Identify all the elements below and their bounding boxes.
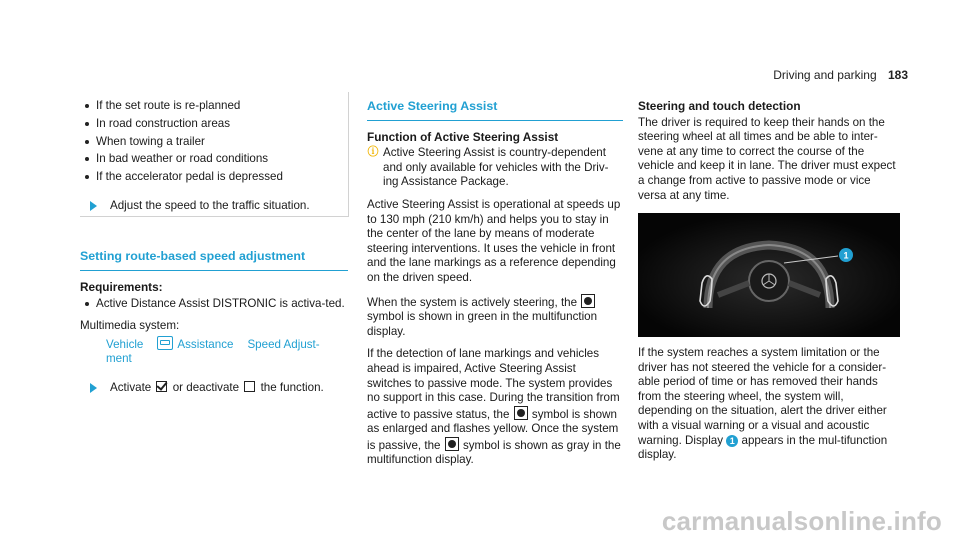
list-item: If the accelerator pedal is depressed (80, 170, 348, 185)
left-column (80, 99, 348, 395)
steering-wheel-image (638, 213, 900, 337)
callout-number: 1 (843, 250, 849, 261)
paragraph: Active Steering Assist is operational at speeds up to 130 mph (210 km/h) and helps you to stay in the center of the lane by means of moderate steering interventions. It uses the vehicle in front and the lane markings as a reference depending on the driven speed. (367, 197, 621, 284)
list-item: When towing a trailer (80, 135, 348, 150)
paragraph: The driver is required to keep their hands on the steering wheel at all times and be able to inter-vene at any time to correct the course of the vehicle and keep it in lane. The driver must expect a change from active to passive mode or vice versa at any time. (638, 115, 896, 202)
info-icon: ⓘ (367, 146, 379, 159)
subheading-touch-detection: Steering and touch detection (638, 99, 801, 113)
note: ⓘ Active Steering Assist is country-dependent and only available for vehicles with the Driv-ing Assistance Package. (367, 146, 609, 189)
car-assist-icon (157, 336, 173, 350)
menu-path (80, 336, 348, 367)
steering-wheel-illustration (638, 213, 900, 337)
section-name: Driving and parking (773, 68, 877, 82)
steering-wheel-icon (445, 437, 459, 451)
right-column-lower (638, 346, 900, 471)
requirements-label: Requirements: (80, 279, 163, 294)
paragraph: If the detection of lane markings and vehicles ahead is impaired, Active Steering Assist switches to passive mode. The system provides no support in this case. During the transition from active to passive status, the symbol is shown as enlarged and flashes yellow. Once the system is passive, the symbol is shown as gray in the multifunction display. (367, 347, 621, 467)
action-step-activate: Activate or deactivate the function. (80, 381, 348, 396)
steering-wheel-icon (514, 406, 528, 420)
watermark: carmanualsonline.info (661, 506, 942, 536)
page-number: 183 (887, 68, 908, 82)
menu-assistance[interactable]: Assistance (177, 337, 234, 351)
action-arrow-icon (90, 201, 97, 211)
action-arrow-icon (90, 383, 97, 393)
subheading-function: Function of Active Steering Assist (367, 129, 559, 144)
condition-list (80, 99, 348, 185)
page-header (773, 68, 908, 83)
middle-column (367, 99, 623, 476)
paragraph: If the system reaches a system limitation or the driver has not steered the vehicle for a consider-able period of time or has removed their hands from the steering wheel, the system will, depending on the situation, alert the driver either with a visual warning or a visual and acoustic warning. Display 1 appears in the mul-tifunction display. (638, 346, 888, 462)
list-item: In bad weather or road conditions (80, 152, 348, 167)
section-title-route-speed: Setting route-based speed adjustment (80, 249, 348, 271)
multimedia-label: Multimedia system: (80, 319, 180, 333)
paragraph: When the system is actively steering, the symbol is shown in green in the multifunction display. (367, 295, 598, 338)
list-item: In road construction areas (80, 117, 348, 132)
right-column (638, 99, 900, 211)
action-step: Adjust the speed to the traffic situation. (80, 199, 348, 214)
requirements-list (80, 297, 348, 312)
menu-speed-adjustment[interactable]: Speed Adjust-ment (106, 337, 320, 366)
checkbox-empty-icon (244, 381, 255, 392)
checkbox-checked-icon (156, 381, 167, 392)
callout-badge: 1 (726, 435, 738, 447)
steering-wheel-icon (581, 294, 595, 308)
menu-vehicle[interactable]: Vehicle (106, 337, 144, 351)
section-title-steering-assist: Active Steering Assist (367, 99, 623, 121)
list-item: Active Distance Assist DISTRONIC is activa-ted. (80, 297, 348, 312)
list-item: If the set route is re-planned (80, 99, 348, 114)
